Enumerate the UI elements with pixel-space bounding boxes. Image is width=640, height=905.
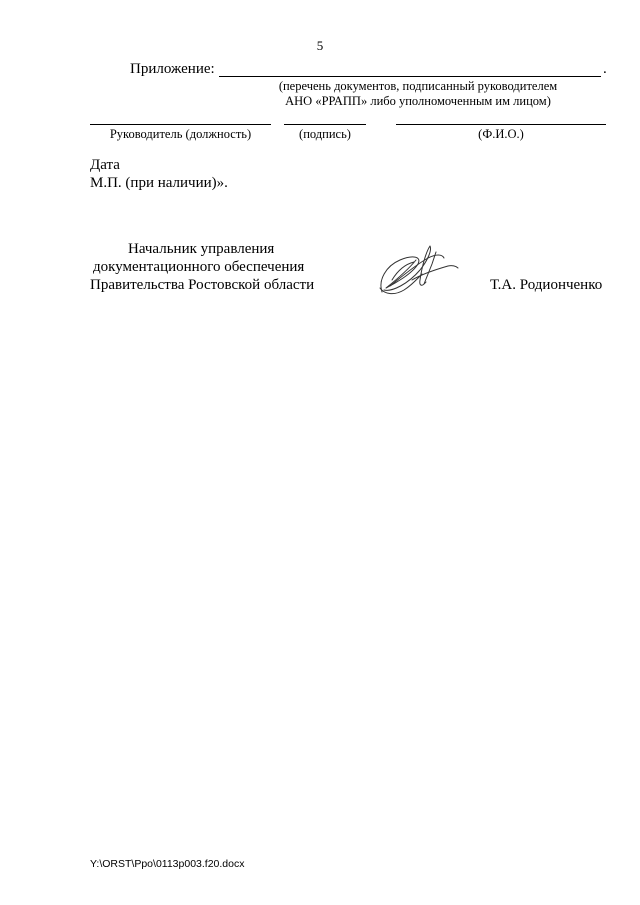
appendix-note-line2: АНО «РРАПП» либо уполномоченным им лицом): [285, 94, 551, 108]
file-path-footer: Y:\ORST\Ppo\0113p003.f20.docx: [90, 858, 245, 870]
page-number: 5: [316, 38, 324, 53]
handwritten-signature: [372, 240, 462, 300]
official-title-line2: документационного обеспечения: [93, 259, 305, 275]
appendix-label: Приложение:: [130, 61, 215, 77]
name-fill-line: [396, 124, 606, 125]
date-label: Дата: [90, 157, 120, 173]
signature-fill-line: [284, 124, 366, 125]
appendix-note-line1: (перечень документов, подписанный руководителем: [278, 79, 558, 93]
position-fill-line: [90, 124, 271, 125]
position-caption: Руководитель (должность): [109, 127, 252, 141]
name-caption: (Ф.И.О.): [478, 127, 524, 141]
appendix-end-mark: .: [603, 61, 607, 77]
signature-caption: (подпись): [299, 127, 351, 141]
stamp-label: М.П. (при наличии)».: [90, 175, 228, 191]
appendix-fill-line: [219, 76, 601, 77]
official-name: Т.А. Родионченко: [490, 277, 603, 293]
official-title-line1: Начальник управления: [128, 241, 275, 257]
official-title-line3: Правительства Ростовской области: [90, 277, 315, 293]
